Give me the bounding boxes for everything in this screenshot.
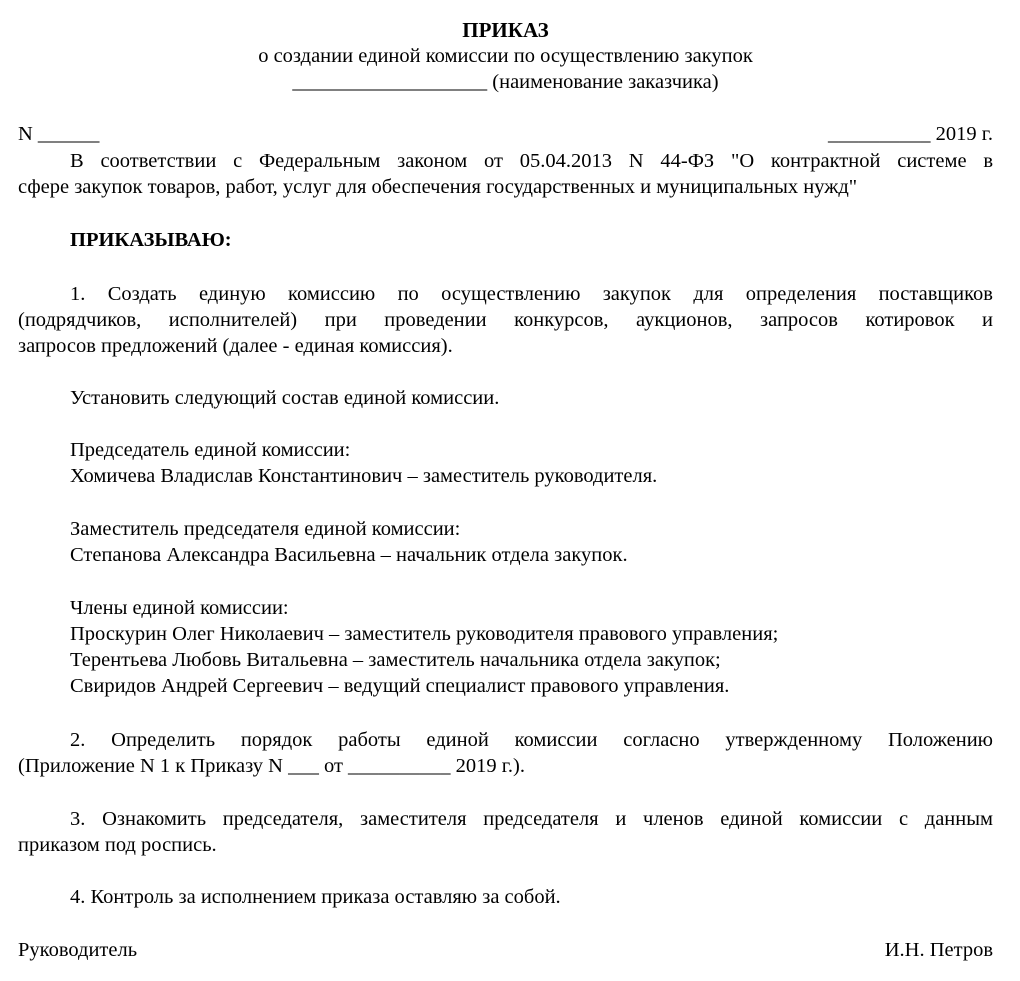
customer-name-line: ___________________ (наименование заказчика) (292, 71, 719, 93)
item1-line-3: запросов предложений (далее - единая комиссия). (18, 335, 453, 357)
order-date: __________ 2019 г. (828, 123, 993, 145)
item2-line-2: (Приложение N 1 к Приказу N ___ от __________ 2019 г.). (18, 755, 525, 777)
preamble-line-2: сфере закупок товаров, работ, услуг для обеспечения государственных и муниципальных нужд" (18, 176, 858, 198)
deputy-person: Степанова Александра Васильевна – начальник отдела закупок. (70, 544, 628, 566)
item3-line-2: приказом под роспись. (18, 834, 217, 856)
item1-line-2: (подрядчиков, исполнителей) при проведении конкурсов, аукционов, запросов котировок и (18, 309, 993, 331)
document-subtitle: о создании единой комиссии по осуществлению закупок (258, 45, 753, 67)
number-date-row (18, 121, 993, 147)
member-item: Проскурин Олег Николаевич – заместитель руководителя правового управления; (70, 623, 779, 645)
item2-line-1: 2. Определить порядок работы единой комиссии согласно утвержденному Положению (70, 729, 993, 751)
member-item: Терентьева Любовь Витальевна – заместитель начальника отдела закупок; (70, 649, 721, 671)
order-word: ПРИКАЗЫВАЮ: (70, 229, 232, 251)
preamble-line-1: В соответствии с Федеральным законом от 05.04.2013 N 44-ФЗ "О контрактной системе в (70, 150, 993, 172)
composition-intro: Установить следующий состав единой комиссии. (70, 387, 500, 409)
member-item: Свиридов Андрей Сергеевич – ведущий специалист правового управления. (70, 675, 730, 697)
item4-line: 4. Контроль за исполнением приказа оставляю за собой. (70, 886, 561, 908)
order-number: N ______ (18, 123, 100, 145)
members-heading: Члены единой комиссии: (70, 597, 289, 619)
document-title: ПРИКАЗ (462, 18, 549, 42)
item3-line-1: 3. Ознакомить председателя, заместителя председателя и членов единой комиссии с данным (70, 808, 993, 830)
signature-name: И.Н. Петров (884, 939, 993, 961)
deputy-heading: Заместитель председателя единой комиссии: (70, 518, 461, 540)
item1-line-1: 1. Создать единую комиссию по осуществлению закупок для определения поставщиков (70, 283, 993, 305)
chairman-person: Хомичева Владислав Константинович – заместитель руководителя. (70, 465, 658, 487)
chairman-heading: Председатель единой комиссии: (70, 439, 351, 461)
signature-position: Руководитель (18, 939, 138, 961)
signature-row (18, 937, 993, 963)
